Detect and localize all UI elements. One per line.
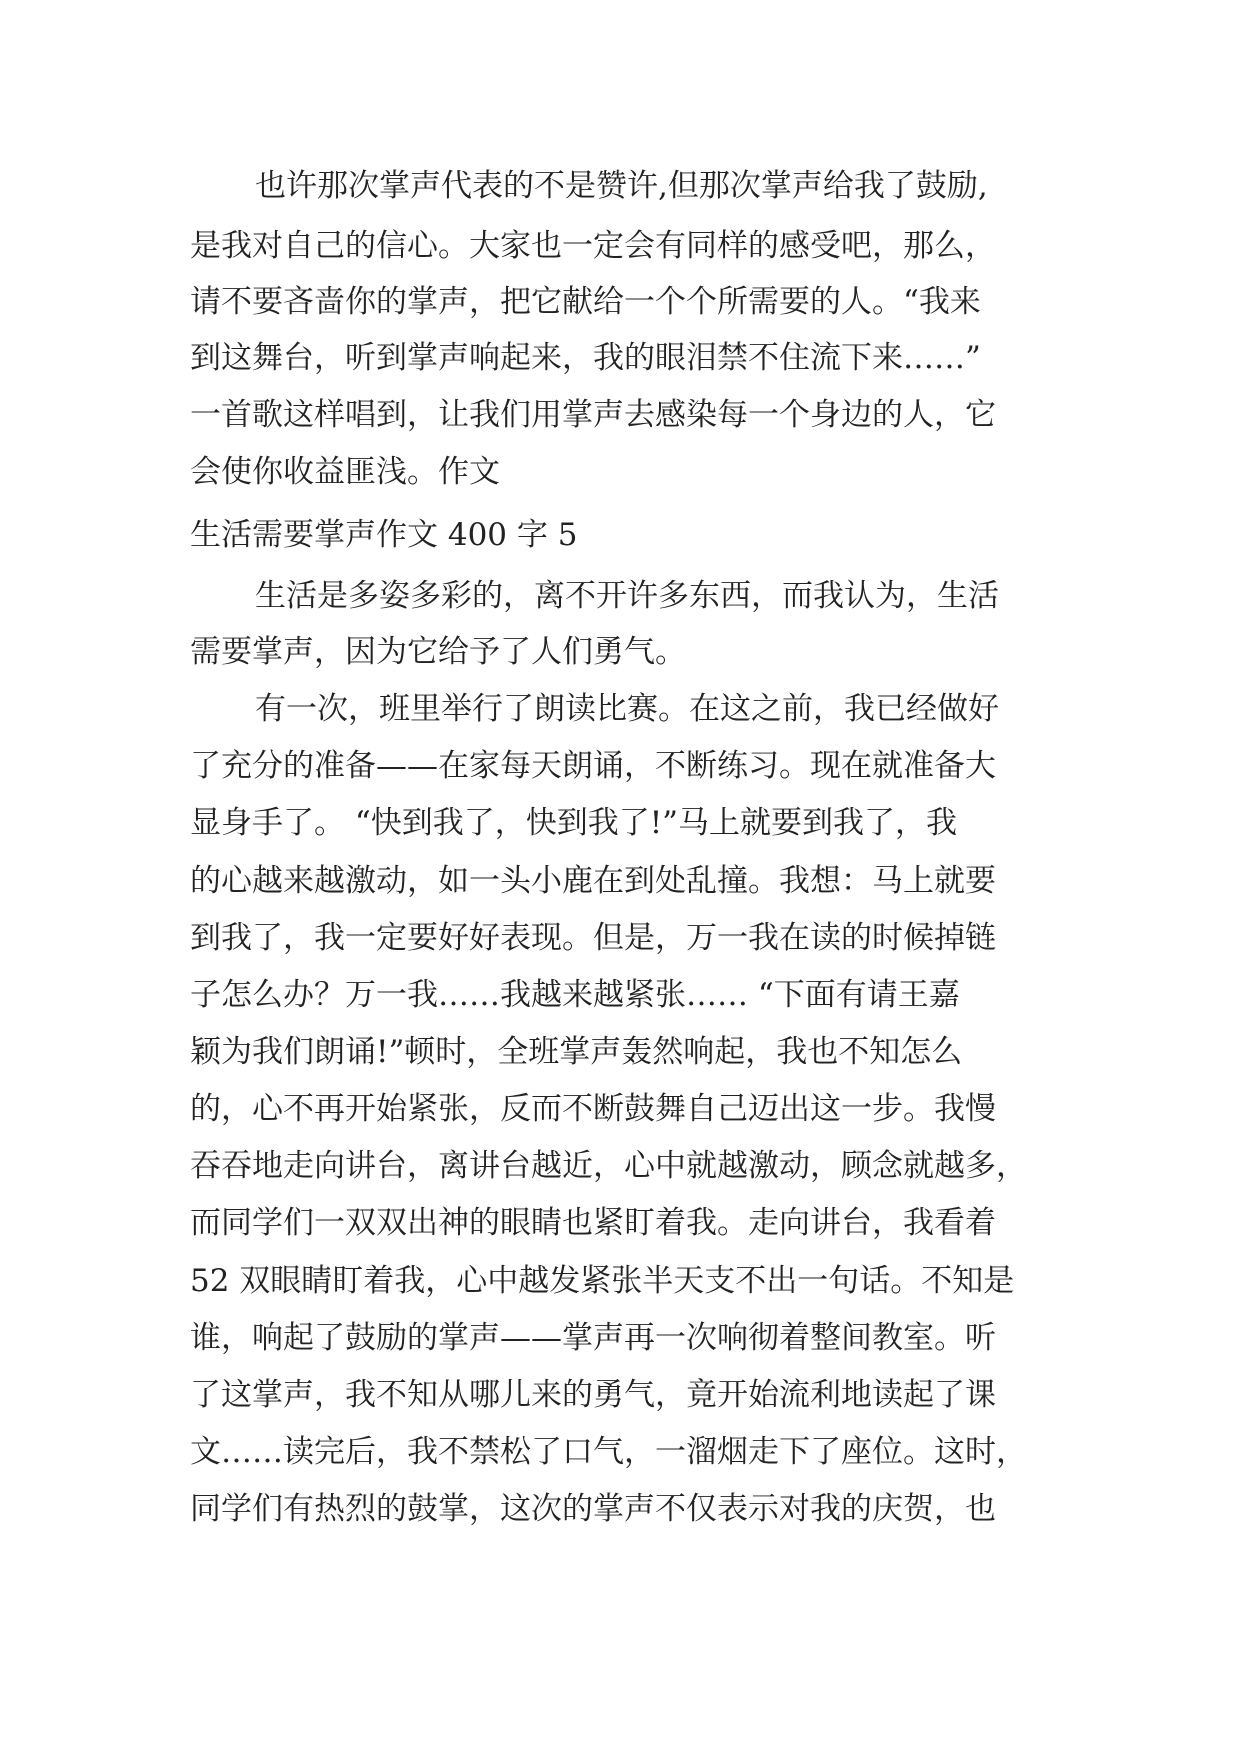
paragraph-line: 到这舞台，听到掌声响起来，我的眼泪禁不住流下来……” (190, 340, 981, 376)
paragraph-line: 需要掌声，因为它给予了人们勇气。 (190, 634, 686, 670)
paragraph-line: 会使你收益匪浅。作文 (190, 454, 500, 490)
paragraph-line: 的，心不再开始紧张，反而不断鼓舞自己迈出这一步。我慢 (190, 1091, 996, 1127)
paragraph-line: 一首歌这样唱到，让我们用掌声去感染每一个身边的人，它 (190, 397, 996, 433)
paragraph-line: 子怎么办？万一我……我越来越紧张…… “下面有请王嘉 (190, 977, 960, 1013)
paragraph-line: 了这掌声，我不知从哪儿来的勇气，竟开始流利地读起了课 (190, 1377, 996, 1413)
paragraph-line: 的心越来越激动，如一头小鹿在到处乱撞。我想：马上就要 (190, 863, 996, 899)
section-heading: 生活需要掌声作文 400 字 5 (190, 517, 578, 553)
paragraph-line: 是我对自己的信心。大家也一定会有同样的感受吧，那么， (190, 228, 996, 264)
paragraph-line: 请不要吝啬你的掌声，把它献给一个个所需要的人。“我来 (190, 284, 981, 320)
paragraph-line: 吞吞地走向讲台，离讲台越近，心中就越激动，顾念就越多， (190, 1148, 1027, 1184)
paragraph-line: 谁，响起了鼓励的掌声——掌声再一次响彻着整间教室。听 (190, 1320, 996, 1356)
paragraph-line: 到我了，我一定要好好表现。但是，万一我在读的时候掉链 (190, 920, 996, 956)
paragraph-line: 颖为我们朗诵!”顿时，全班掌声轰然响起，我也不知怎么 (190, 1034, 963, 1070)
paragraph-line: 有一次，班里举行了朗读比赛。在这之前，我已经做好 (255, 691, 999, 727)
paragraph-line: 而同学们一双双出神的眼睛也紧盯着我。走向讲台，我看着 (190, 1205, 996, 1241)
paragraph-line: 也许那次掌声代表的不是赞许,但那次掌声给我了鼓励, (255, 168, 988, 204)
paragraph-line: 同学们有热烈的鼓掌，这次的掌声不仅表示对我的庆贺，也 (190, 1491, 996, 1527)
paragraph-line: 文……读完后，我不禁松了口气，一溜烟走下了座位。这时， (190, 1434, 1027, 1470)
paragraph-line: 52 双眼睛盯着我，心中越发紧张半天支不出一句话。不知是 (190, 1263, 1015, 1299)
paragraph-line: 了充分的准备——在家每天朗诵，不断练习。现在就准备大 (190, 748, 996, 784)
paragraph-line: 显身手了。 “快到我了，快到我了!”马上就要到我了，我 (190, 805, 958, 841)
paragraph-line: 生活是多姿多彩的，离不开许多东西，而我认为，生活 (255, 578, 999, 614)
